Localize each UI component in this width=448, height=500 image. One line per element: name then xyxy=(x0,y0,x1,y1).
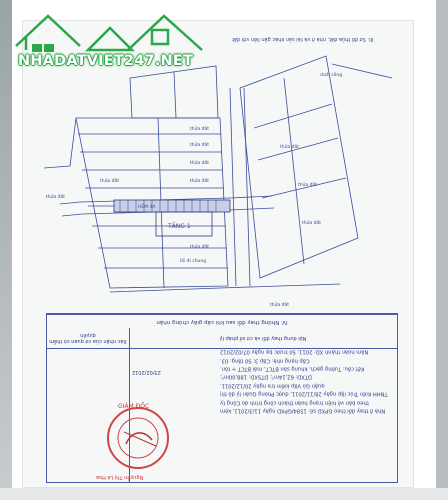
change-note xyxy=(220,347,392,414)
note-line: DTXD: 62,14m²; DTSXD: 188,00m²; xyxy=(220,373,312,380)
street-label: HẺM 4A xyxy=(138,205,156,210)
plot-label: thửa đất xyxy=(280,145,300,150)
plot-label: thửa đất xyxy=(270,303,290,308)
plot-label: thửa đất xyxy=(302,221,322,226)
plot-label: dưới công xyxy=(320,73,343,78)
plot-label: thửa đất xyxy=(100,179,120,184)
note-line: Kết cấu: Tường gạch, khung sàn BTCT, mái BTCT + tôn. xyxy=(220,365,365,372)
plot-label: thửa đất xyxy=(190,245,210,250)
table-header-row xyxy=(47,328,397,349)
table-title: IV. Những thay đổi sau khi cấp giấy chứng nhận xyxy=(47,314,397,329)
section-title: III. Sơ đồ thửa đất, nhà ở và tài sản khác gắn liền với đất xyxy=(232,36,374,42)
note-line: quận Gò Vấp kiểm tra ngày 20/12/2011. xyxy=(220,382,325,389)
note-line: TNHH Kiến Trúc lập ngày 28/11/2011, được Phòng Quản lý đô thị xyxy=(220,390,388,397)
official-seal-stamp xyxy=(96,400,180,472)
stamp-title: GIÁM ĐỐC xyxy=(118,403,150,410)
col-header-confirmation: Xác nhận của cơ quan có thẩm quyền xyxy=(49,332,127,344)
note-line: theo bản vẽ hiện trạng hoàn thành công trình do Công ty xyxy=(220,398,369,405)
land-plot-map xyxy=(40,48,400,310)
plot-label: thửa đất xyxy=(190,127,210,132)
change-date: 23/02/2012 xyxy=(132,369,161,375)
plot-label: thửa đất xyxy=(46,195,66,200)
note-line: Cấp hạng nhà: Cấp 3; Số tầng: 03. xyxy=(220,356,310,363)
plot-label: thửa đất xyxy=(190,179,210,184)
plot-label: thửa đất xyxy=(298,183,318,188)
scan-right-edge xyxy=(436,0,448,500)
floor-label: TẦNG 1 xyxy=(168,223,191,230)
plot-label: lối đi chung xyxy=(180,259,207,264)
plot-label: thửa đất xyxy=(190,161,210,166)
scan-bottom-edge xyxy=(0,488,448,500)
watermark-text: NHADATVIET247.NET xyxy=(18,53,194,69)
signer-name: Nguyễn Thị Lê Hoa xyxy=(96,474,144,480)
note-line: Nhà ở thay đổi theo GPXD số: 1584/GPXD ngày 11/3/2011, kèm xyxy=(220,407,386,414)
col-header-changes: Nội dung thay đổi và cơ sở pháp lý xyxy=(219,335,307,341)
note-line: Năm hoàn thành XD: 2011; Số trước bạ ngày 07/02/2012 xyxy=(220,348,369,355)
plot-label: thửa đất xyxy=(190,143,210,148)
